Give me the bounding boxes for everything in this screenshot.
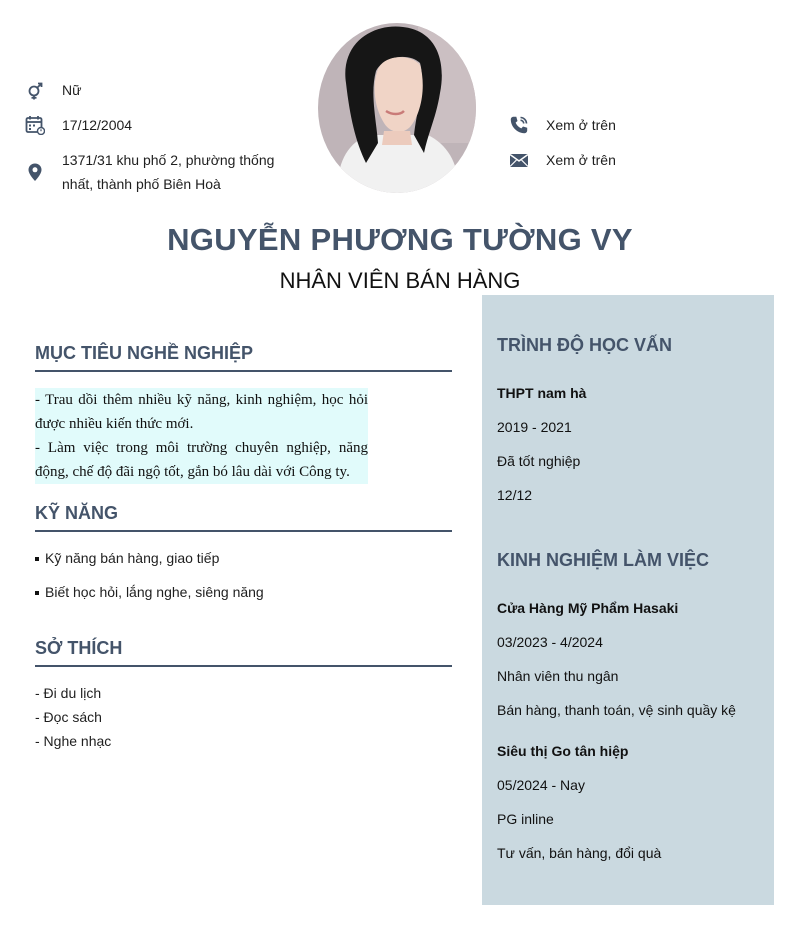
skill-text: Biết học hỏi, lắng nghe, siêng năng [45, 584, 264, 600]
phone-text: Xem ở trên [546, 117, 616, 133]
job-company: Siêu thị Go tân hiệp [497, 743, 629, 759]
job-period: 05/2024 - Nay [497, 777, 585, 793]
hobbies-title: SỞ THÍCH [35, 638, 452, 667]
education-period: 2019 - 2021 [497, 419, 572, 435]
bullet-icon [35, 557, 39, 561]
avatar [318, 23, 476, 193]
experience-title: KINH NGHIỆM LÀM VIỆC [497, 550, 710, 570]
phone-icon [508, 113, 530, 137]
hobby-item: - Đọc sách [35, 709, 102, 725]
address-line-2: nhất, thành phố Biên Hoà [62, 176, 221, 192]
gender-text: Nữ [62, 82, 82, 98]
job-period: 03/2023 - 4/2024 [497, 634, 603, 650]
education-grade: 12/12 [497, 487, 533, 503]
objective-item-2: - Làm việc trong môi trường chuyên nghiệp, năng động, chế độ đãi ngộ tốt, gắn bó lâu dài với Công ty. [35, 436, 368, 484]
bullet-icon [35, 591, 39, 595]
education-school: THPT nam hà [497, 385, 587, 401]
address-row [24, 148, 274, 196]
location-pin-icon [24, 160, 46, 184]
envelope-icon [508, 148, 530, 172]
hobby-item: - Nghe nhạc [35, 733, 112, 749]
skill-text: Kỹ năng bán hàng, giao tiếp [45, 550, 220, 566]
job-description: Tư vấn, bán hàng, đổi quà [497, 845, 662, 861]
address-line-1: 1371/31 khu phố 2, phường thống [62, 152, 275, 168]
gender-row [24, 78, 81, 102]
objective-item-1: - Trau dồi thêm nhiều kỹ năng, kinh nghiệm, học hỏi được nhiều kiến thức mới. [35, 388, 368, 436]
job-role: PG inline [497, 811, 554, 827]
gender-icon [24, 78, 46, 102]
job-company: Cửa Hàng Mỹ Phẩm Hasaki [497, 600, 679, 616]
job-description: Bán hàng, thanh toán, vệ sinh quầy kệ [497, 702, 736, 718]
email-text: Xem ở trên [546, 152, 616, 168]
address-text [62, 148, 274, 196]
hobby-item: - Đi du lịch [35, 685, 102, 701]
education-status: Đã tốt nghiệp [497, 453, 581, 469]
skill-item [35, 582, 264, 602]
education-title: TRÌNH ĐỘ HỌC VẤN [497, 335, 672, 355]
calendar-icon [24, 113, 46, 137]
objective-title: MỤC TIÊU NGHỀ NGHIỆP [35, 343, 452, 372]
full-name: NGUYỄN PHƯƠNG TƯỜNG VY [167, 222, 633, 257]
email-row [508, 148, 616, 172]
birthdate-text: 17/12/2004 [62, 117, 133, 133]
birthdate-row [24, 113, 132, 137]
job-role: Nhân viên thu ngân [497, 668, 619, 684]
skill-item [35, 548, 219, 568]
job-title: NHÂN VIÊN BÁN HÀNG [279, 268, 521, 293]
skills-title: KỸ NĂNG [35, 503, 452, 532]
phone-row [508, 113, 616, 137]
